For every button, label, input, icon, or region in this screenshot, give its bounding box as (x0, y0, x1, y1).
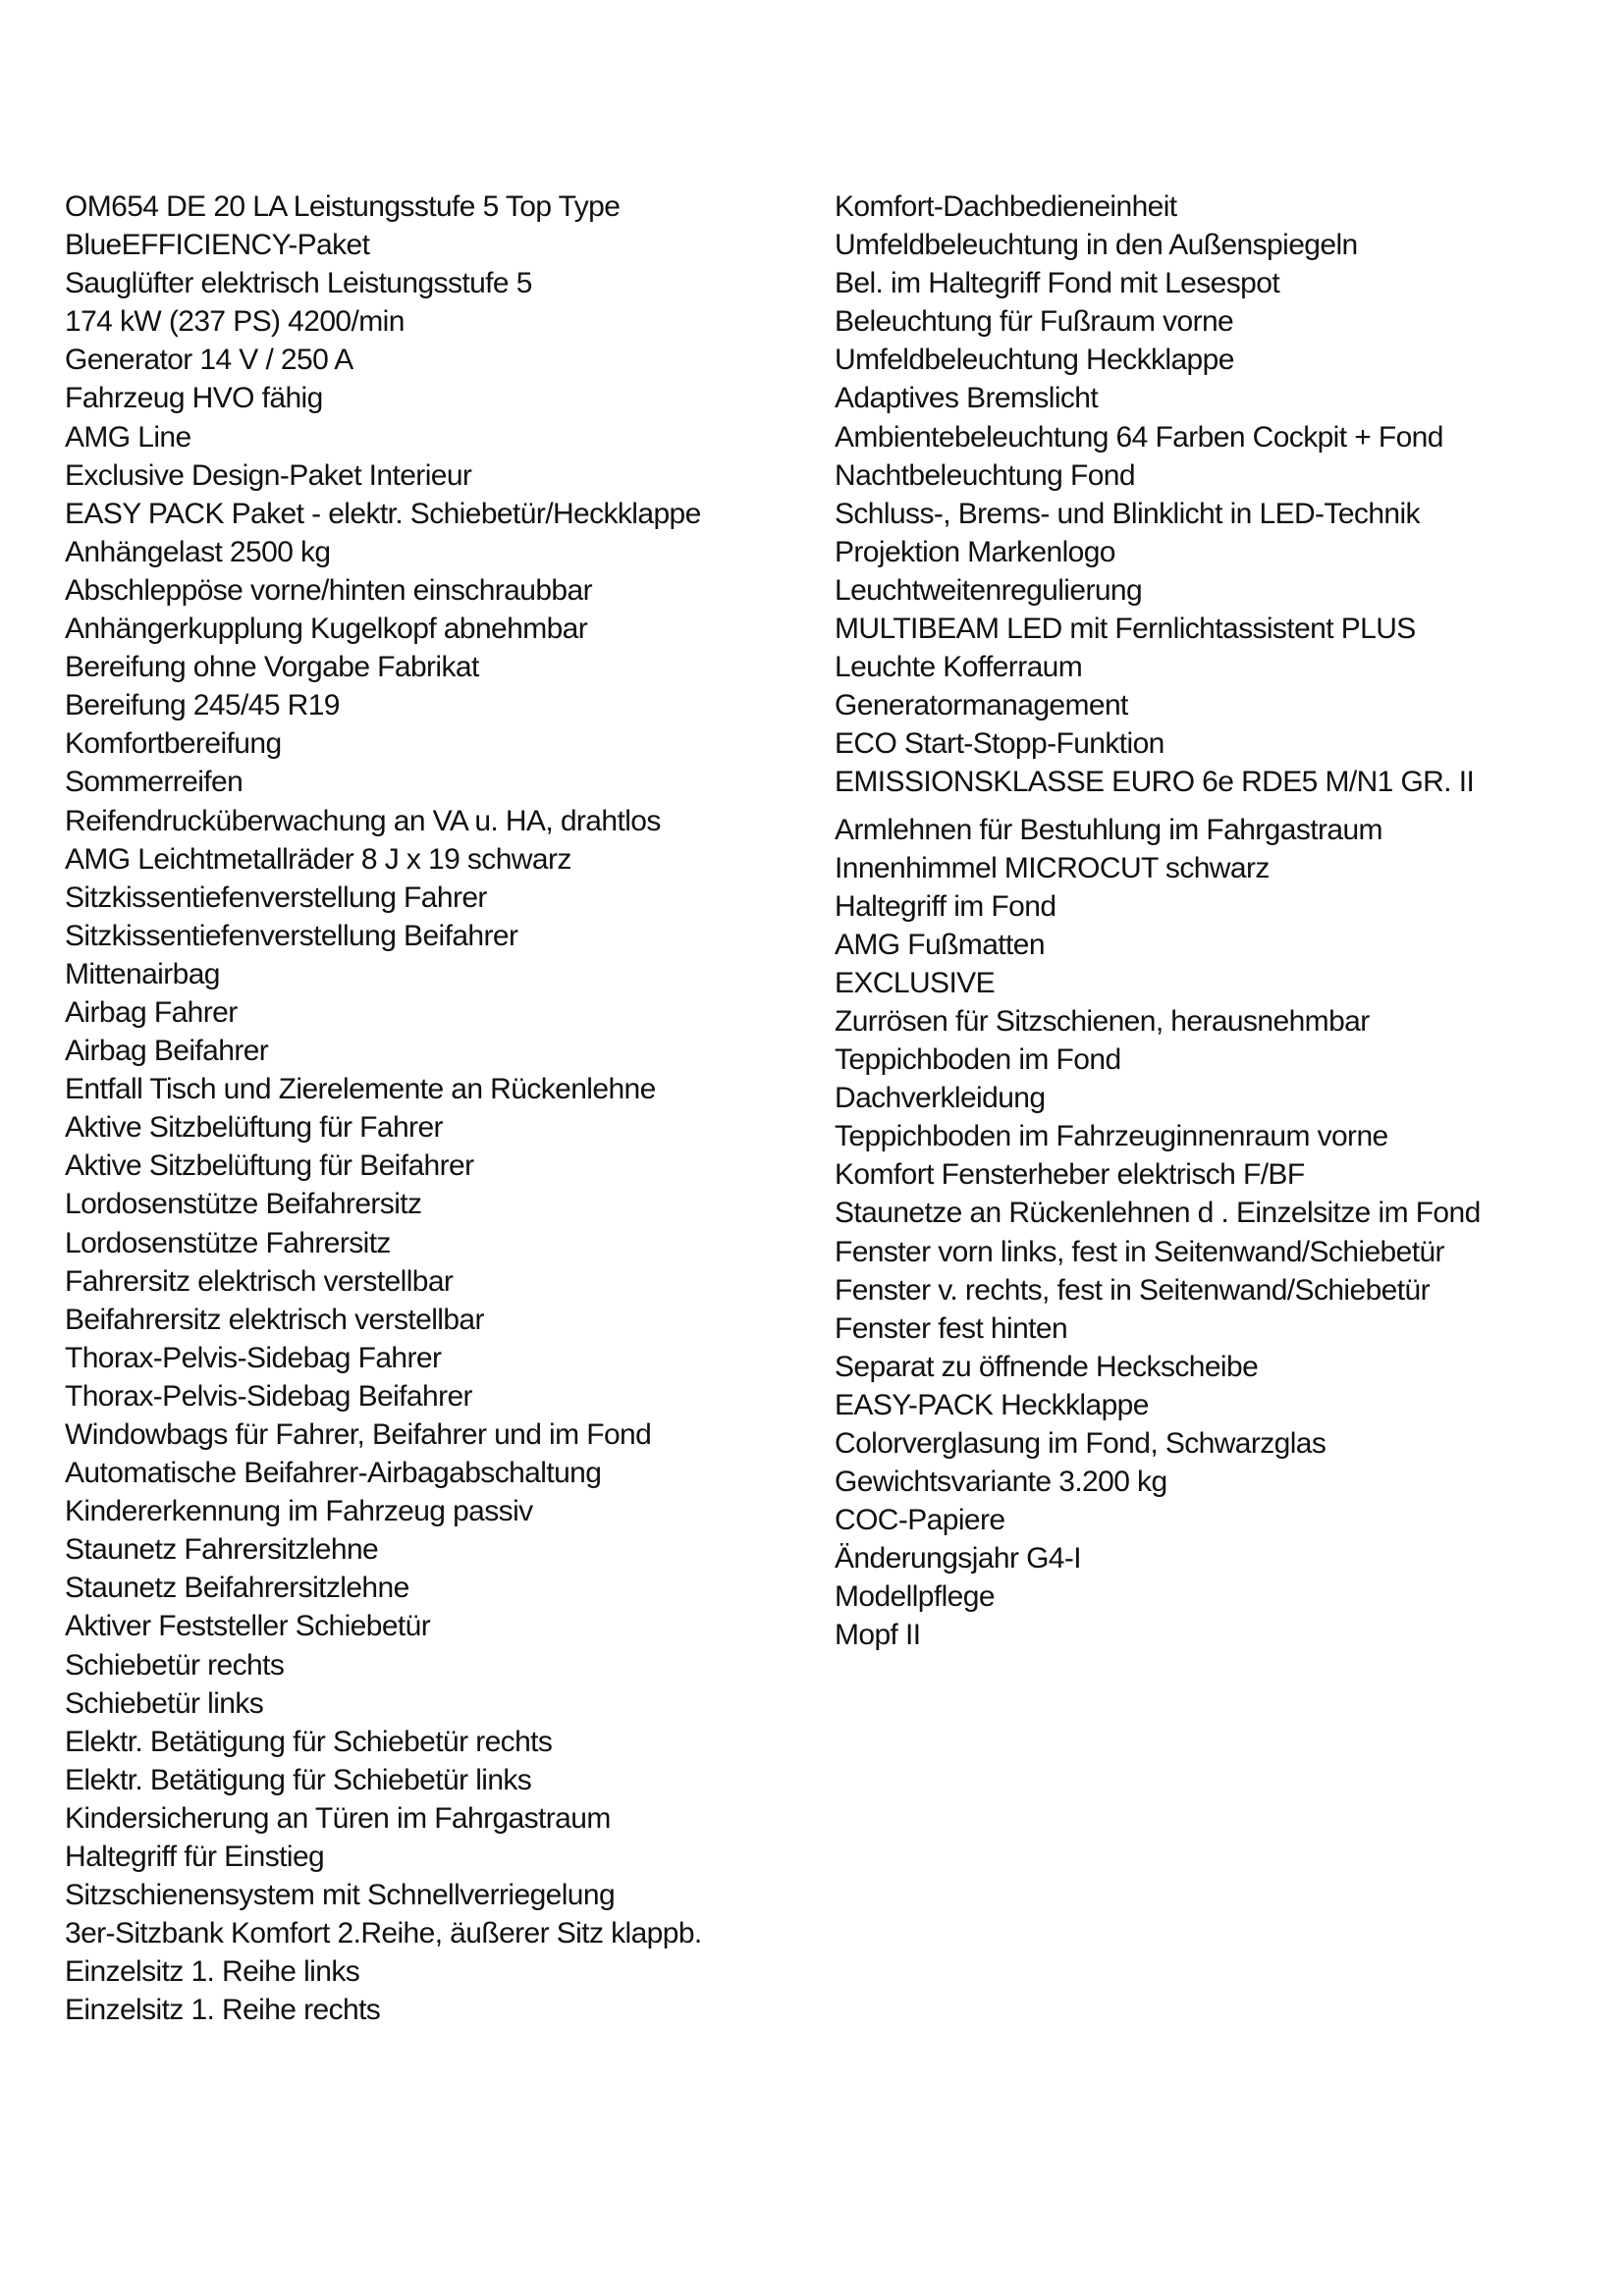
equipment-item: Schiebetür rechts (65, 1648, 285, 1682)
equipment-item: ECO Start-Stopp-Funktion (835, 727, 1164, 761)
equipment-item: Colorverglasung im Fond, Schwarzglas (835, 1427, 1326, 1460)
equipment-item: Thorax-Pelvis-Sidebag Beifahrer (65, 1379, 472, 1413)
equipment-item: Sommerreifen (65, 766, 244, 799)
equipment-item: Staunetz Fahrersitzlehne (65, 1533, 379, 1567)
equipment-item: Änderungsjahr G4-I (835, 1542, 1082, 1575)
equipment-item: Automatische Beifahrer-Airbagabschaltung (65, 1457, 602, 1490)
equipment-list-left (65, 187, 821, 2030)
equipment-item: Sitzkissentiefenverstellung Beifahrer (65, 919, 518, 952)
equipment-item: Fenster vorn links, fest in Seitenwand/Schiebetür (835, 1235, 1444, 1268)
equipment-item: Leuchtweitenregulierung (835, 573, 1143, 607)
equipment-item: Fahrersitz elektrisch verstellbar (65, 1264, 454, 1298)
equipment-item: Komfort Fensterheber elektrisch F/BF (835, 1158, 1305, 1192)
equipment-item: Leuchte Kofferraum (835, 651, 1083, 684)
equipment-item: Beleuchtung für Fußraum vorne (835, 305, 1234, 339)
equipment-list-right (835, 187, 1581, 1655)
equipment-item: Kindererkennung im Fahrzeug passiv (65, 1495, 533, 1528)
equipment-item: Einzelsitz 1. Reihe rechts (65, 1994, 381, 2027)
equipment-item: BlueEFFICIENCY-Paket (65, 229, 370, 262)
equipment-item: 3er-Sitzbank Komfort 2.Reihe, äußerer Sitz klappb. (65, 1917, 702, 1950)
equipment-item: Modellpflege (835, 1580, 995, 1614)
equipment-item: 174 kW (237 PS) 4200/min (65, 305, 405, 339)
equipment-item: EXCLUSIVE (835, 966, 995, 999)
equipment-item: Umfeldbeleuchtung Heckklappe (835, 344, 1234, 377)
equipment-item: Generator 14 V / 250 A (65, 344, 353, 377)
equipment-item: Aktiver Feststeller Schiebetür (65, 1610, 431, 1643)
equipment-item: Abschleppöse vorne/hinten einschraubbar (65, 573, 592, 607)
equipment-item: Fahrzeug HVO fähig (65, 382, 323, 415)
equipment-item: Entfall Tisch und Zierelemente an Rückenlehne (65, 1073, 656, 1106)
equipment-item: COC-Papiere (835, 1504, 1005, 1537)
equipment-item: Separat zu öffnende Heckscheibe (835, 1350, 1259, 1383)
equipment-item: Komfort-Dachbedieneinheit (835, 190, 1177, 223)
equipment-item: Elektr. Betätigung für Schiebetür links (65, 1763, 532, 1796)
equipment-item: Ambientebeleuchtung 64 Farben Cockpit + Fond (835, 420, 1443, 454)
equipment-item: Gewichtsvariante 3.200 kg (835, 1466, 1167, 1499)
equipment-item: OM654 DE 20 LA Leistungsstufe 5 Top Type (65, 190, 621, 223)
equipment-item: Projektion Markenlogo (835, 535, 1115, 568)
equipment-item: Umfeldbeleuchtung in den Außenspiegeln (835, 229, 1358, 262)
equipment-item: Haltegriff im Fond (835, 889, 1056, 923)
equipment-item: Beifahrersitz elektrisch verstellbar (65, 1303, 484, 1336)
equipment-item: Zurrösen für Sitzschienen, herausnehmbar (835, 1004, 1370, 1038)
equipment-item: Schiebetür links (65, 1686, 264, 1720)
equipment-item: EASY-PACK Heckklappe (835, 1388, 1149, 1421)
equipment-item: Bel. im Haltegriff Fond mit Lesespot (835, 267, 1280, 300)
equipment-item: AMG Line (65, 420, 191, 454)
equipment-item: Elektr. Betätigung für Schiebetür rechts (65, 1725, 553, 1758)
equipment-item: EMISSIONSKLASSE EURO 6e RDE5 M/N1 GR. II (835, 766, 1475, 799)
equipment-item: Dachverkleidung (835, 1082, 1046, 1115)
equipment-item: Sitzkissentiefenverstellung Fahrer (65, 881, 487, 914)
equipment-item: Mopf II (835, 1619, 921, 1652)
equipment-item: Einzelsitz 1. Reihe links (65, 1955, 360, 1989)
equipment-item: Kindersicherung an Türen im Fahrgastraum (65, 1801, 611, 1835)
equipment-item: Fenster fest hinten (835, 1311, 1068, 1345)
equipment-item: Sauglüfter elektrisch Leistungsstufe 5 (65, 267, 532, 300)
equipment-item: Lordosenstütze Beifahrersitz (65, 1188, 422, 1221)
equipment-item: MULTIBEAM LED mit Fernlichtassistent PLUS (835, 613, 1416, 646)
equipment-item: Nachtbeleuchtung Fond (835, 458, 1135, 492)
equipment-item: Anhängelast 2500 kg (65, 535, 331, 568)
equipment-item: Sitzschienensystem mit Schnellverriegelung (65, 1879, 616, 1912)
equipment-item: Haltegriff für Einstieg (65, 1841, 325, 1874)
equipment-item: Anhängerkupplung Kugelkopf abnehmbar (65, 613, 588, 646)
equipment-item: Mittenairbag (65, 957, 220, 990)
equipment-item: Airbag Beifahrer (65, 1035, 269, 1068)
equipment-item: AMG Fußmatten (835, 928, 1045, 961)
group-separator (835, 802, 1581, 811)
equipment-item: EASY PACK Paket - elektr. Schiebetür/Heckklappe (65, 497, 701, 530)
equipment-item: AMG Leichtmetallräder 8 J x 19 schwarz (65, 842, 571, 876)
equipment-item: Aktive Sitzbelüftung für Fahrer (65, 1111, 443, 1145)
equipment-item: Komfortbereifung (65, 727, 282, 761)
equipment-item: Reifendrucküberwachung an VA u. HA, drahtlos (65, 804, 661, 837)
equipment-item: Adaptives Bremslicht (835, 382, 1099, 415)
equipment-item: Fenster v. rechts, fest in Seitenwand/Schiebetür (835, 1273, 1430, 1307)
equipment-item: Aktive Sitzbelüftung für Beifahrer (65, 1149, 474, 1183)
equipment-item: Bereifung ohne Vorgabe Fabrikat (65, 651, 479, 684)
equipment-item: Schluss-, Brems- und Blinklicht in LED-Technik (835, 497, 1420, 530)
equipment-item: Thorax-Pelvis-Sidebag Fahrer (65, 1341, 442, 1374)
equipment-item: Lordosenstütze Fahrersitz (65, 1226, 391, 1259)
equipment-item: Generatormanagement (835, 689, 1128, 722)
equipment-item: Teppichboden im Fahrzeuginnenraum vorne (835, 1120, 1388, 1153)
equipment-item: Innenhimmel MICROCUT schwarz (835, 851, 1270, 884)
equipment-item: Windowbags für Fahrer, Beifahrer und im Fond (65, 1418, 652, 1451)
equipment-item: Exclusive Design-Paket Interieur (65, 458, 472, 492)
equipment-item: Staunetze an Rückenlehnen d . Einzelsitze im Fond (835, 1197, 1481, 1230)
equipment-item: Airbag Fahrer (65, 995, 238, 1029)
equipment-item: Armlehnen für Bestuhlung im Fahrgastraum (835, 813, 1382, 846)
equipment-item: Teppichboden im Fond (835, 1043, 1121, 1077)
equipment-item: Bereifung 245/45 R19 (65, 689, 340, 722)
equipment-item: Staunetz Beifahrersitzlehne (65, 1572, 409, 1605)
